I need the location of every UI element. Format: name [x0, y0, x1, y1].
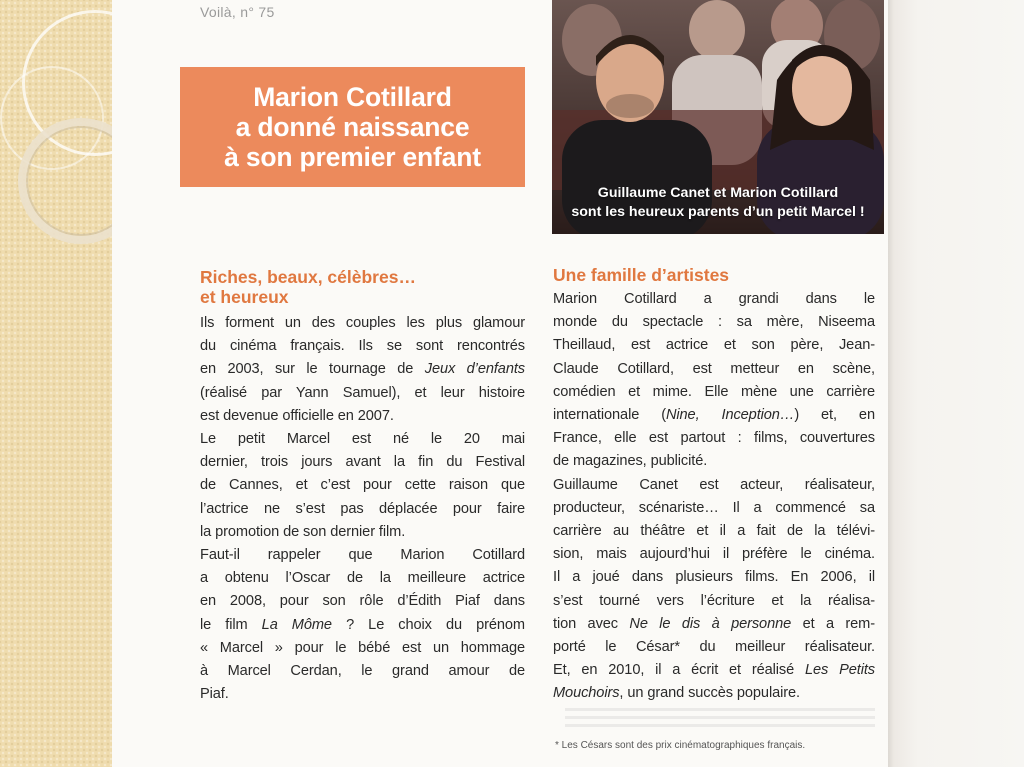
right-section-title — [553, 265, 729, 285]
text-line: à Marcel Cerdan, le grand amour de — [200, 663, 525, 680]
faded-text-lines — [565, 708, 875, 730]
text-line: comédien et mime. Elle mène une carrière — [553, 383, 875, 400]
text-line: France, elle est partout : films, couvertures — [553, 430, 875, 447]
couple-photo — [552, 0, 884, 234]
text-line: est devenue officielle en 2007. — [200, 407, 394, 424]
text-line: en 2008, pour son rôle d’Édith Piaf dans — [200, 593, 525, 610]
text-line: le film La Môme ? Le choix du prénom — [200, 616, 525, 633]
headline-box — [180, 67, 525, 187]
left-column-text — [200, 312, 525, 706]
text-line: monde du spectacle : sa mère, Niseema — [553, 314, 875, 331]
right-column-text — [553, 288, 875, 706]
text-line: Ils forment un des couples les plus glamour — [200, 315, 525, 331]
text-line: Faut-il rappeler que Marion Cotillard — [200, 547, 525, 564]
text-line: Claude Cotillard, est metteur en scène, — [553, 360, 875, 377]
headline — [224, 82, 481, 172]
text-line: en 2003, sur le tournage de Jeux d’enfants — [200, 361, 525, 378]
footnote: * Les Césars sont des prix cinématographiques français. — [555, 740, 806, 751]
text-line: Et, en 2010, il a écrit et réalisé Les Petits — [553, 662, 875, 679]
issue-label: Voilà, n° 75 — [200, 4, 275, 20]
text-line: Piaf. — [200, 686, 229, 703]
text-line: internationale (Nine, Inception…) et, en — [553, 407, 875, 424]
text-line: s’est tourné vers l’écriture et la réalisa- — [553, 592, 875, 609]
text-line: carrière au théâtre et il a fait de la télévi- — [553, 523, 875, 540]
text-line: l’actrice ne s’est pas déplacée pour faire — [200, 500, 525, 517]
text-line: (réalisé par Yann Samuel), et leur histoire — [200, 384, 525, 401]
text-line: tion avec Ne le dis à personne et a rem- — [553, 615, 875, 632]
section-title-line: et heureux — [200, 287, 289, 307]
text-line: la promotion de son dernier film. — [200, 523, 406, 540]
headline-line: Marion Cotillard — [253, 82, 452, 112]
text-line: Le petit Marcel est né le 20 mai — [200, 431, 525, 448]
text-line: du cinéma français. Ils se sont rencontrés — [200, 338, 525, 355]
text-line: producteur, scénariste… Il a commencé sa — [553, 499, 875, 516]
section-title-line: Riches, beaux, célèbres… — [200, 267, 416, 287]
section-title-line: Une famille d’artistes — [553, 265, 730, 285]
text-line: Mouchoirs, un grand succès populaire. — [553, 685, 800, 702]
text-line: « Marcel » pour le bébé est un hommage — [200, 639, 525, 656]
caption-line: sont les heureux parents d’un petit Marcel ! — [571, 204, 865, 220]
left-section-title — [200, 267, 416, 307]
text-line: a obtenu l’Oscar de la meilleure actrice — [200, 570, 525, 587]
text-line: Guillaume Canet est acteur, réalisateur, — [553, 476, 875, 493]
text-line: de magazines, publicité. — [553, 453, 708, 470]
headline-line: à son premier enfant — [224, 142, 481, 172]
caption-line: Guillaume Canet et Marion Cotillard — [597, 185, 839, 201]
photo-caption — [552, 184, 884, 222]
headline-line: a donné naissance — [235, 112, 470, 142]
page-edge — [888, 0, 1024, 767]
text-line: Theillaud, est actrice et son père, Jean- — [553, 337, 875, 354]
text-line: Marion Cotillard a grandi dans le — [553, 291, 875, 307]
text-line: de Cannes, et c’est pour cette raison que — [200, 477, 525, 494]
text-line: sion, mais aujourd’hui il préfère le cinéma. — [553, 546, 875, 563]
text-line: porté le César* du meilleur réalisateur. — [553, 639, 875, 656]
text-line: Il a joué dans plusieurs films. En 2006, il — [553, 569, 875, 586]
text-line: dernier, trois jours avant la fin du Festival — [200, 454, 525, 471]
